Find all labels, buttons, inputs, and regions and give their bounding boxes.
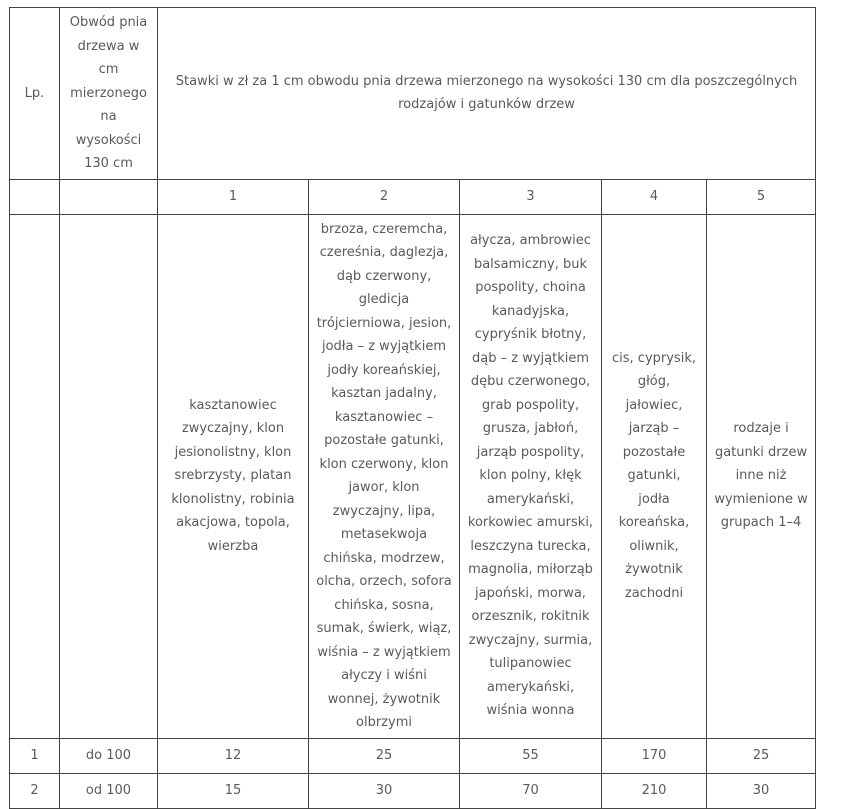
species-group-2: brzoza, czeremcha, czereśnia, daglezja, dąb czerwony, gledicja trójcierniowa, jesion, jodła – z wyjątkiem jodły koreańskiej, kasztan jadalny, kasztanowiec – pozostałe gatunki, klon czerwony, klon jawor, klon zwyczajny, lipa, metasekwoja chińska, modrzew, olcha, orzech, sofora chińska, sosna, sumak, świerk, wiąz, wiśnia – z wyjątkiem ałyczy i wiśni wonnej, żywotnik olbrzymi [309, 214, 460, 738]
row-circumference: od 100 [60, 773, 158, 808]
rate-cell: 25 [309, 738, 460, 773]
group-number-empty-circumference [60, 179, 158, 214]
species-group-4: cis, cyprysik, głóg, jałowiec, jarząb – pozostałe gatunki, jodła koreańska, oliwnik, żywotnik zachodni [602, 214, 707, 738]
rate-cell: 210 [602, 773, 707, 808]
species-empty-lp [10, 214, 60, 738]
tree-rates-table [9, 7, 816, 809]
rate-cell: 15 [158, 773, 309, 808]
header-lp: Lp. [10, 8, 60, 180]
species-group-3: ałycza, ambrowiec balsamiczny, buk pospolity, choina kanadyjska, cypryśnik błotny, dąb – z wyjątkiem dębu czerwonego, grab pospolity, grusza, jabłoń, jarząb pospolity, klon polny, kłęk amerykański, korkowiec amurski, leszczyna turecka, magnolia, miłorząb japoński, morwa, orzesznik, rokitnik zwyczajny, surmia, tulipanowiec amerykański, wiśnia wonna [460, 214, 602, 738]
rate-cell: 70 [460, 773, 602, 808]
rate-cell: 170 [602, 738, 707, 773]
species-group-1: kasztanowiec zwyczajny, klon jesionolistny, klon srebrzysty, platan klonolistny, robinia akacjowa, topola, wierzba [158, 214, 309, 738]
row-lp: 2 [10, 773, 60, 808]
group-number-4: 4 [602, 179, 707, 214]
header-circumference: Obwód pnia drzewa w cm mierzonego na wysokości 130 cm [60, 8, 158, 180]
header-row [10, 8, 816, 180]
group-number-1: 1 [158, 179, 309, 214]
group-number-2: 2 [309, 179, 460, 214]
header-rates: Stawki w zł za 1 cm obwodu pnia drzewa mierzonego na wysokości 130 cm dla poszczególnych rodzajów i gatunków drzew [158, 8, 816, 180]
rate-cell: 25 [707, 738, 816, 773]
group-number-empty-lp [10, 179, 60, 214]
rate-cell: 30 [707, 773, 816, 808]
table-row [10, 773, 816, 808]
species-empty-circumference [60, 214, 158, 738]
rate-cell: 12 [158, 738, 309, 773]
group-number-3: 3 [460, 179, 602, 214]
table-row [10, 738, 816, 773]
species-group-5: rodzaje i gatunki drzew inne niż wymienione w grupach 1–4 [707, 214, 816, 738]
rate-cell: 30 [309, 773, 460, 808]
species-row [10, 214, 816, 738]
row-circumference: do 100 [60, 738, 158, 773]
row-lp: 1 [10, 738, 60, 773]
rate-cell: 55 [460, 738, 602, 773]
group-number-5: 5 [707, 179, 816, 214]
group-number-row [10, 179, 816, 214]
